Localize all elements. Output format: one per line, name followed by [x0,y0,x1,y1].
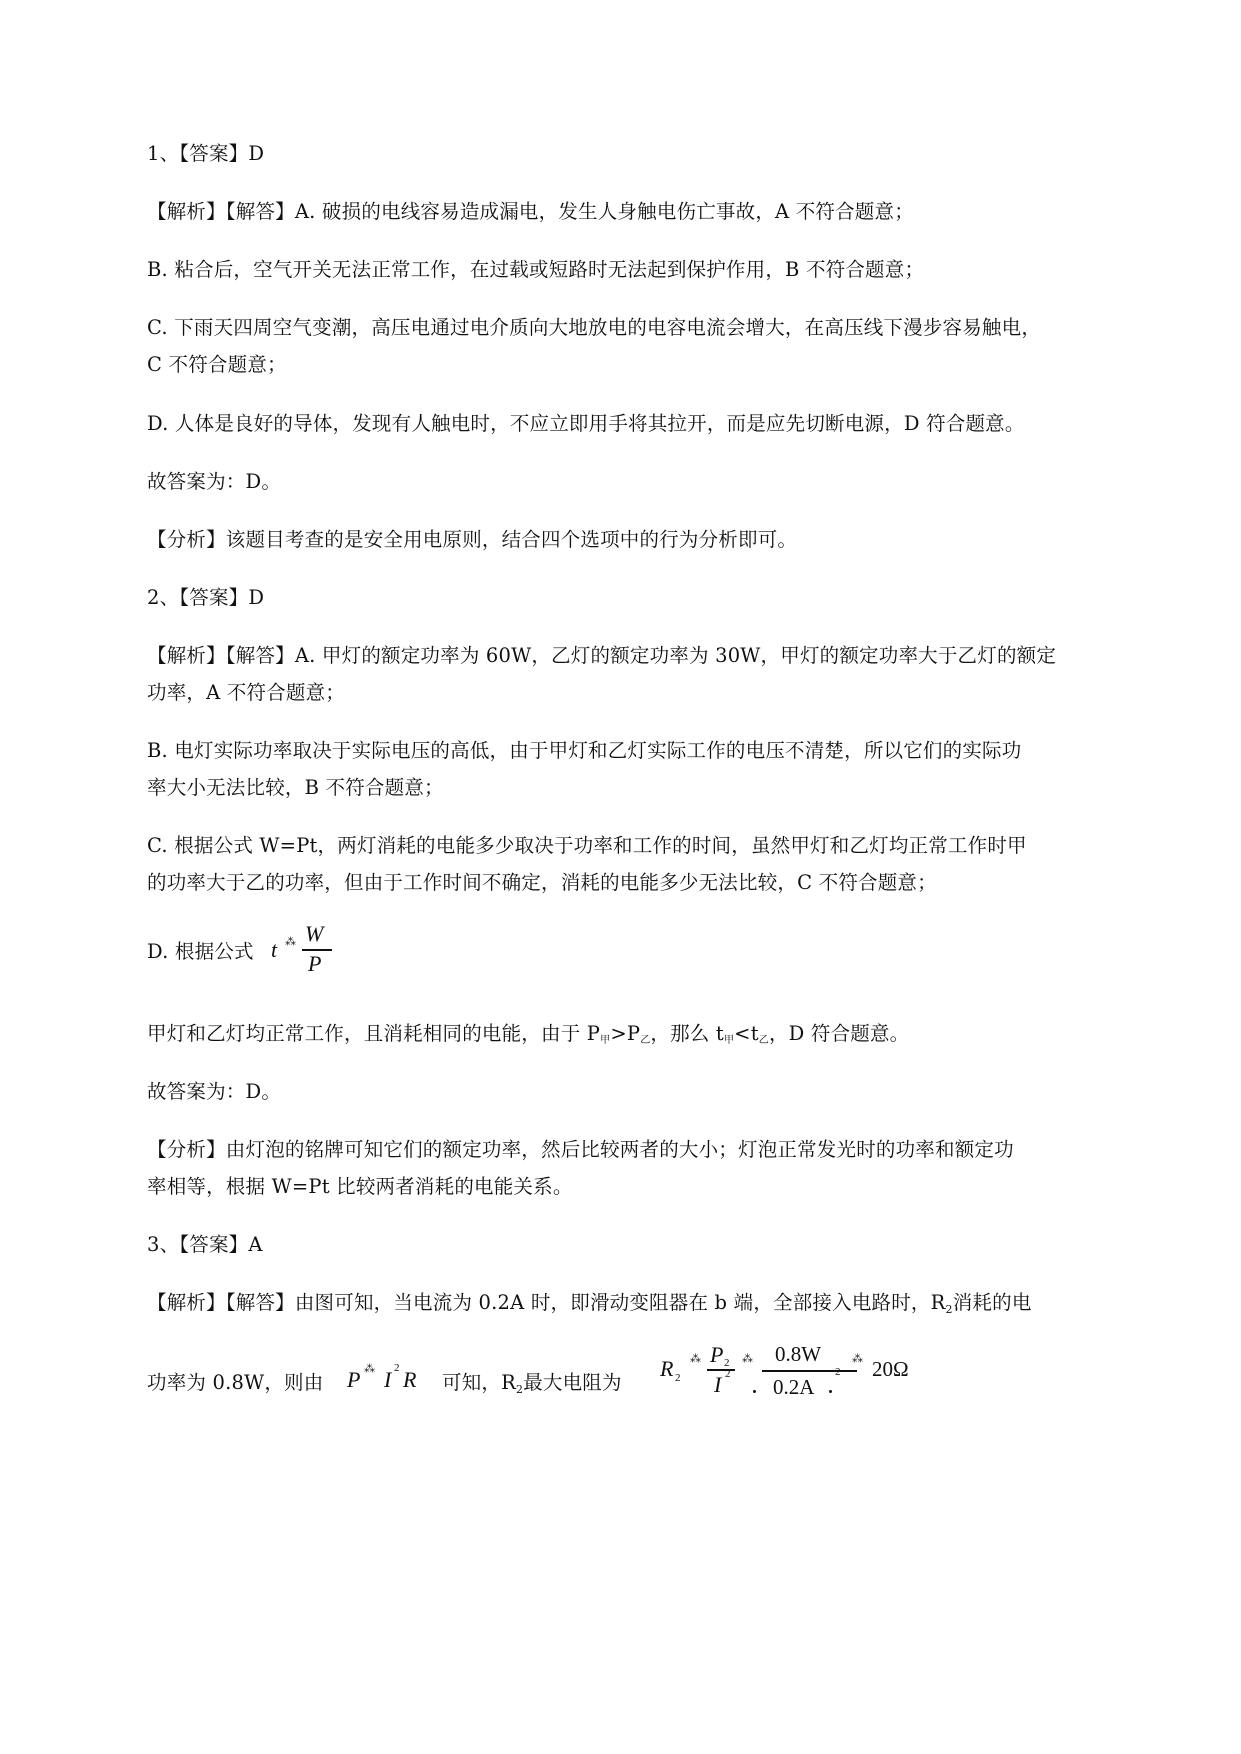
q2-analysis-c-2: 的功率大于乙的功率，但由于工作时间不确定，消耗的电能多少无法比较，C 不符合题意； [147,871,937,894]
q2-analysis-b-2: 率大小无法比较，B 不符合题意； [147,776,444,799]
formula-den-02a: 0.2A [773,1375,815,1399]
sub-jia-2: 甲 [723,1035,735,1046]
q1-analysis-c-1: C. 下雨天四周空气变潮，高压电通过电介质向大地放电的电容电流会增大，在高压线下漫步容易触电， [147,316,1042,339]
q2-conclusion: 故答案为：D。 [147,1080,282,1103]
q2-analysis-d-2 [147,1021,909,1054]
q1-analysis-b: B. 粘合后，空气开关无法正常工作，在过载或短路时无法起到保护作用，B 不符合题意； [147,258,925,281]
q3-analysis-1 [147,1290,1032,1323]
q2-summary-2: 率相等，根据 W=Pt 比较两者消耗的电能关系。 [147,1175,573,1198]
bracket-dot-left [753,1390,756,1393]
formula-i-den-exp: 2 [725,1368,731,1380]
sub-yi-2: 乙 [758,1035,769,1046]
formula-p2-sub: 2 [724,1357,730,1369]
equals-glyph-3: ⁂ [690,1352,701,1365]
q1-analysis-a: 【解析】【解答】A. 破损的电线容易造成漏电，发生人身触电伤亡事故，A 不符合题意； [147,200,914,223]
equals-glyph: ⁂ [285,935,296,948]
formula-i-den: I [714,1372,722,1397]
formula-p2: P [710,1342,724,1367]
bracket-dot-right [829,1390,832,1393]
sub-jia-1: 甲 [600,1035,611,1046]
cmp-gt: >P [610,1022,641,1045]
q1-summary: 【分析】该题目考查的是安全用电原则，结合四个选项中的行为分析即可。 [147,528,798,551]
formula-denominator-p: P [308,951,322,976]
equals-glyph-2: ⁂ [364,1362,375,1375]
q2-analysis-a-2: 功率，A 不符合题意； [147,681,345,704]
formula-i-exp: 2 [394,1362,400,1374]
formula-r: R [403,1367,417,1392]
q2-answer: 2、【答案】D [147,586,265,609]
cmp-mid: ，那么 t [650,1022,724,1045]
q3-analysis-2: 功率为 0.8W，则由 [147,1371,324,1394]
q2-analysis-c-1: C. 根据公式 W=Pt，两灯消耗的电能多少取决于功率和工作的时间，虽然甲灯和乙灯均正常工作时甲 [147,834,1027,857]
fraction-bar-3 [762,1370,857,1372]
q2-analysis-a-1: 【解析】【解答】A. 甲灯的额定功率为 60W，乙灯的额定功率为 30W，甲灯的额定功率大于乙灯的额定 [147,644,1057,667]
formula-p: P [347,1367,361,1392]
r2-subscript-2: 2 [515,1383,524,1396]
q1-analysis-c-2: C 不符合题意； [147,353,287,376]
formula-den-exp: 2 [835,1366,841,1378]
formula-numerator-w: W [305,921,324,946]
q1-answer: 1、【答案】D [147,142,265,165]
equals-glyph-4: ⁂ [742,1352,753,1365]
q1-analysis-d: D. 人体是良好的导体，发现有人触电时，不应立即用手将其拉开，而是应先切断电源，D 符合题意。 [147,412,1025,435]
formula-result: 20Ω [872,1357,909,1381]
formula-num-08w: 0.8W [775,1342,822,1366]
formula-t: t [271,937,278,962]
fraction-bar-2 [707,1369,735,1371]
q2-d2-text: 甲灯和乙灯均正常工作，且消耗相同的电能，由于 P [147,1022,601,1045]
q3-a1-tail: 消耗的电 [952,1291,1032,1314]
q3-answer: 3、【答案】A [147,1233,263,1256]
formula-r2-sub: 2 [675,1372,681,1384]
q1-conclusion: 故答案为：D。 [147,470,282,493]
q3-a2-tail: 最大电阻为 [523,1371,622,1394]
sub-yi-1: 乙 [640,1035,651,1046]
q3-a1-text: 【解析】【解答】由图可知，当电流为 0.2A 时，即滑动变阻器在 b 端，全部接入电路时，R [147,1291,946,1314]
equals-glyph-5: ⁂ [852,1352,863,1365]
q2-summary-1: 【分析】由灯泡的铭牌可知它们的额定功率，然后比较两者的大小；灯泡正常发光时的功率和额定功 [147,1138,1014,1161]
q3-analysis-2b [442,1370,622,1403]
cmp-end: ，D 符合题意。 [768,1022,910,1045]
q2-analysis-b-1: B. 电灯实际功率取决于实际电压的高低，由于甲灯和乙灯实际工作的电压不清楚，所以它们的实际功 [147,739,1022,762]
formula-i: I [384,1367,392,1392]
q2-analysis-d-label: D. 根据公式 [147,940,254,963]
cmp-lt: <t [734,1022,759,1045]
r2-subscript-1: 2 [945,1303,953,1316]
formula-r2: R [660,1356,674,1381]
q3-a2-text: 可知，R [442,1371,516,1394]
